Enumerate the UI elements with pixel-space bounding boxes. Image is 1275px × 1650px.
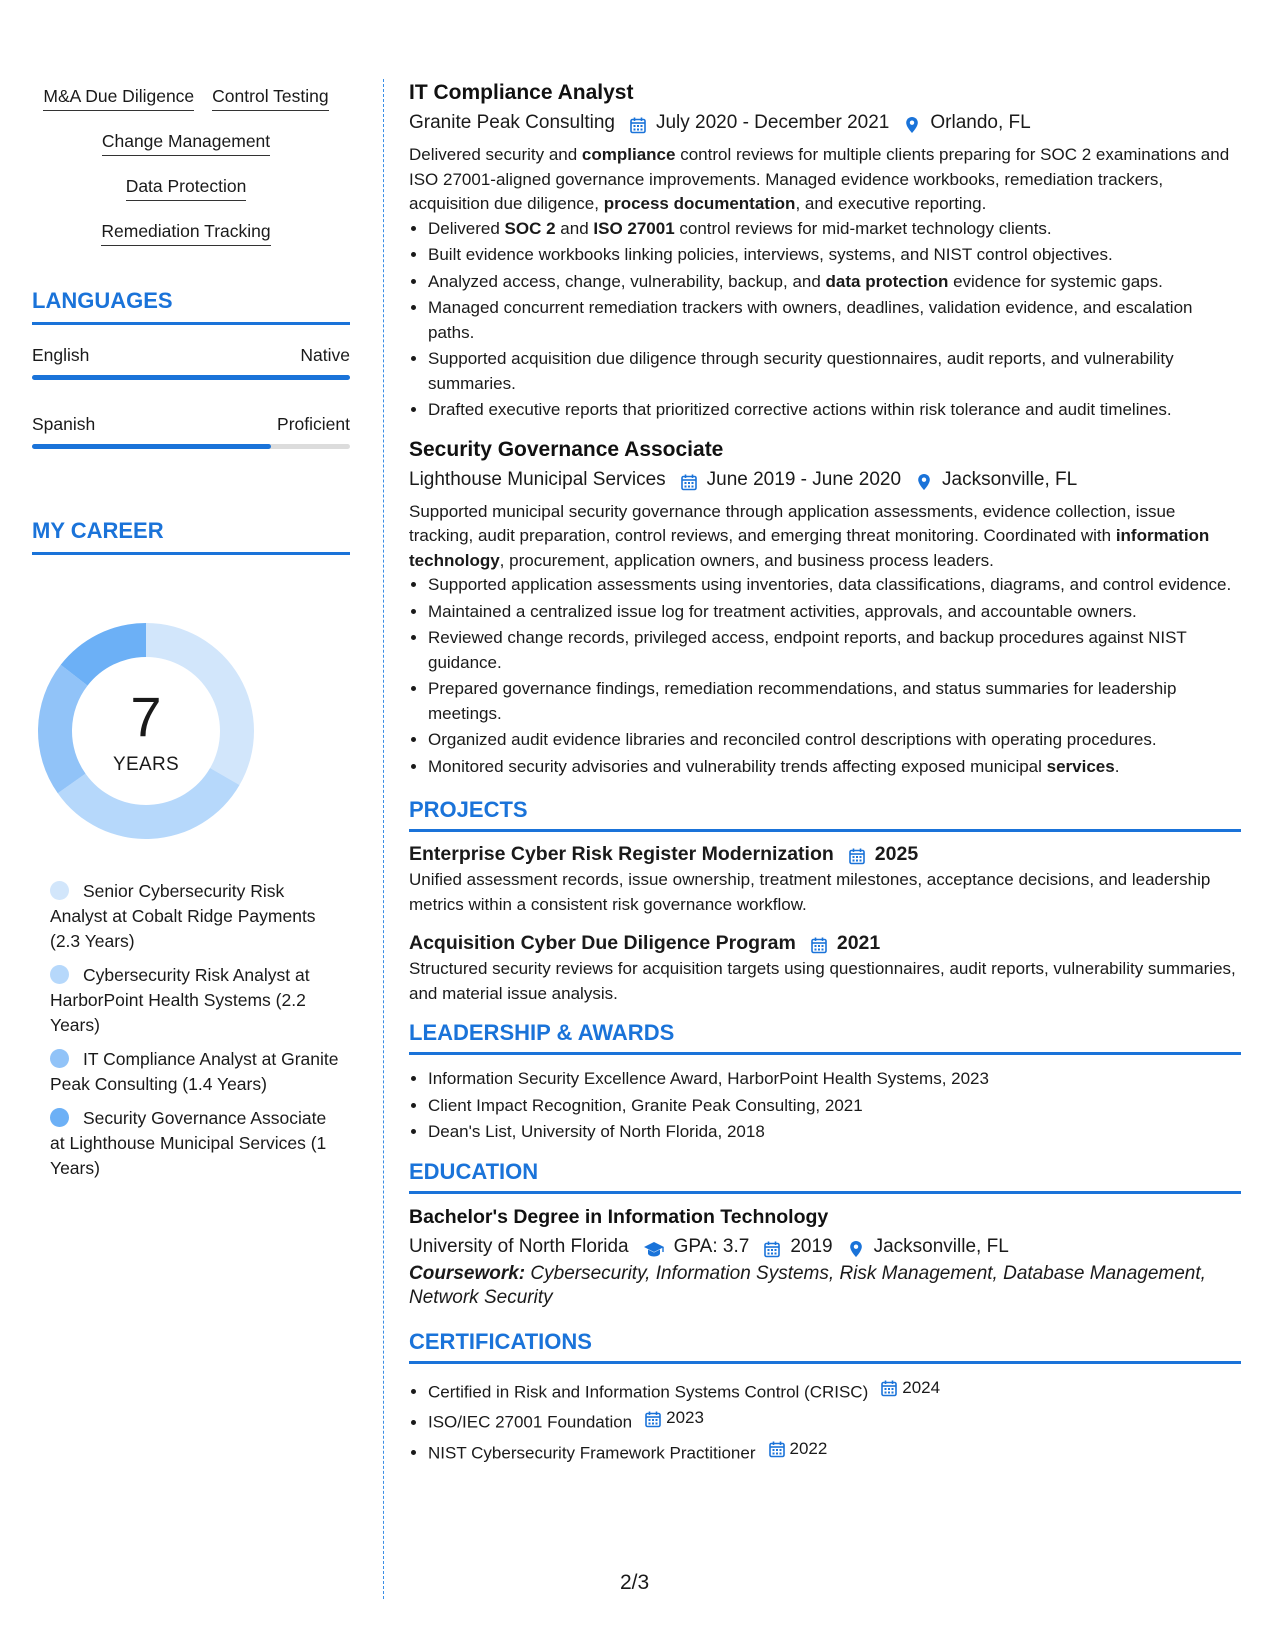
job-bullet xyxy=(428,347,1241,396)
job-dates: June 2019 - June 2020 xyxy=(706,468,902,490)
job-entry xyxy=(409,78,1241,423)
text-run: Monitored security advisories and vulnerability trends affecting exposed municipal xyxy=(428,756,1047,776)
award-item: • Client Impact Recognition, Granite Peak Consulting, 2021 xyxy=(428,1094,1241,1119)
skills-list xyxy=(36,86,336,246)
calendar-icon xyxy=(680,471,698,489)
career-legend-item xyxy=(50,1047,340,1097)
text-run: control reviews for multiple clients preparing for SOC 2 examinations and ISO 27001-aligned governance improvements. Managed evidence workbooks, remediation trackers, acquisition due diligence, xyxy=(409,145,1230,213)
certification-year: 2022 xyxy=(789,1439,828,1458)
company-name: Lighthouse Municipal Services xyxy=(409,468,666,490)
skill-tag: Change Management xyxy=(102,131,270,156)
certification-year: 2024 xyxy=(902,1377,941,1397)
legend-dot xyxy=(50,1049,69,1068)
certification-item xyxy=(428,1376,1241,1405)
project-description: Unified assessment records, issue ownership, treatment milestones, acceptance decisions, and leadership metrics within a consistent risk governance workflow. xyxy=(409,870,1211,914)
bold-keyword: services xyxy=(1046,756,1115,776)
text-run: Managed concurrent remediation trackers with owners, deadlines, validation evidence, and escalation paths. xyxy=(428,298,1193,342)
job-title: Security Governance Associate xyxy=(409,437,724,461)
coursework-list: Cybersecurity, Information Systems, Risk Management, Database Management, Network Security xyxy=(409,1262,1206,1308)
text-run: control reviews for mid-market technology clients. xyxy=(674,218,1052,238)
project-year: 2021 xyxy=(836,932,881,954)
career-legend-item xyxy=(50,879,340,954)
text-run: evidence for systemic gaps. xyxy=(948,271,1163,291)
calendar-icon xyxy=(763,1238,781,1256)
bold-keyword: data protection xyxy=(825,271,949,291)
language-item xyxy=(32,414,350,449)
legend-dot xyxy=(50,1108,69,1127)
job-meta xyxy=(409,108,1241,138)
languages-section xyxy=(32,288,350,449)
language-level-bar xyxy=(32,444,350,449)
education-location: Jacksonville, FL xyxy=(873,1235,1009,1257)
job-meta xyxy=(409,465,1241,495)
award-item: • Information Security Excellence Award, HarborPoint Health Systems, 2023 xyxy=(428,1067,1241,1092)
career-total-number: 7 xyxy=(130,685,162,748)
legend-dot xyxy=(50,965,69,984)
calendar-icon xyxy=(644,1410,662,1428)
page-number: 2/3 xyxy=(620,1571,650,1594)
bold-keyword: information technology xyxy=(409,526,1210,570)
text-run: Supported application assessments using inventories, data classifications, diagrams, and control evidence. xyxy=(428,575,1232,594)
map-pin-icon xyxy=(903,114,921,132)
job-bullets xyxy=(409,217,1241,423)
company-name: Granite Peak Consulting xyxy=(409,112,615,133)
projects-title: PROJECTS xyxy=(409,797,1241,832)
job-location: Orlando, FL xyxy=(930,112,1031,133)
job-bullets xyxy=(409,573,1241,779)
career-legend xyxy=(50,879,340,1190)
calendar-icon xyxy=(629,114,647,132)
certification-year: 2023 xyxy=(666,1408,704,1428)
certification-item xyxy=(428,1406,1241,1435)
skill-tag: M&A Due Diligence xyxy=(43,86,194,111)
language-name: Spanish xyxy=(32,414,96,434)
bold-keyword: ISO 27001 xyxy=(593,218,675,238)
job-bullet xyxy=(428,243,1241,268)
job-bullet xyxy=(428,728,1241,753)
awards-list xyxy=(409,1067,1241,1145)
legend-dot xyxy=(50,881,69,900)
column-divider xyxy=(383,79,384,1599)
text-run: Supported municipal security governance through application assessments, evidence collection, issue tracking, audit preparation, control reviews, and emerging threat monitoring. Coordinated with xyxy=(409,501,1176,545)
main-column xyxy=(409,78,1241,1468)
sidebar xyxy=(32,86,350,246)
certifications-list xyxy=(409,1376,1241,1466)
languages-title: LANGUAGES xyxy=(32,288,350,325)
map-pin-icon xyxy=(915,471,933,489)
job-bullet xyxy=(428,600,1241,625)
text-run: Supported acquisition due diligence through security questionnaires, audit reports, and vulnerability summaries. xyxy=(428,349,1174,393)
text-run: Delivered xyxy=(428,218,505,238)
certifications-title: CERTIFICATIONS xyxy=(409,1329,1241,1364)
text-run: Organized audit evidence libraries and reconciled control descriptions with operating procedures. xyxy=(428,730,1157,749)
education-title: EDUCATION xyxy=(409,1159,1241,1194)
language-level-fill xyxy=(32,375,350,380)
skill-tag: Remediation Tracking xyxy=(101,221,270,246)
text-run: Reviewed change records, privileged access, endpoint reports, and backup procedures against NIST guidance. xyxy=(428,628,1187,672)
calendar-icon xyxy=(768,1440,786,1458)
text-run: Prepared governance findings, remediation recommendations, and status summaries for leadership meetings. xyxy=(428,679,1177,723)
text-run: . xyxy=(1114,756,1120,776)
job-bullet xyxy=(428,677,1241,726)
career-section xyxy=(32,518,350,555)
job-summary xyxy=(409,143,1241,217)
school-name: University of North Florida xyxy=(409,1235,629,1257)
skill-tag: Control Testing xyxy=(212,86,328,111)
career-legend-text: Senior Cybersecurity Risk Analyst at Cobalt Ridge Payments (2.3 Years) xyxy=(50,881,316,951)
career-title: MY CAREER xyxy=(32,518,350,555)
education-meta xyxy=(409,1232,1241,1262)
certification-name: ISO/IEC 27001 Foundation xyxy=(428,1412,633,1432)
project-entry xyxy=(409,929,1241,1006)
job-bullet xyxy=(428,296,1241,345)
coursework-label: Coursework: xyxy=(409,1262,526,1284)
language-level-bar xyxy=(32,375,350,380)
text-run: Delivered security and xyxy=(409,145,582,164)
career-legend-text: Security Governance Associate at Lighthouse Municipal Services (1 Years) xyxy=(50,1108,327,1178)
skill-tag: Data Protection xyxy=(126,176,247,201)
calendar-icon xyxy=(848,845,866,863)
text-run: Drafted executive reports that prioritized corrective actions within risk tolerance and audit timelines. xyxy=(428,400,1172,419)
language-name: English xyxy=(32,345,90,365)
text-run: Built evidence workbooks linking policies, interviews, systems, and NIST control objectives. xyxy=(428,245,1113,264)
award-item: • Dean's List, University of North Florida, 2018 xyxy=(428,1120,1241,1145)
bold-keyword: SOC 2 xyxy=(504,218,556,238)
bold-keyword: compliance xyxy=(581,145,676,164)
language-level: Native xyxy=(300,345,350,365)
career-legend-text: IT Compliance Analyst at Granite Peak Consulting (1.4 Years) xyxy=(50,1049,339,1094)
career-legend-text: Cybersecurity Risk Analyst at HarborPoint Health Systems (2.2 Years) xyxy=(50,965,310,1035)
language-level-fill xyxy=(32,444,271,449)
certification-item xyxy=(428,1437,1241,1466)
certification-name: Certified in Risk and Information Systems Control (CRISC) xyxy=(428,1381,869,1401)
degree-name: Bachelor's Degree in Information Technology xyxy=(409,1205,829,1228)
project-name: Enterprise Cyber Risk Register Modernization xyxy=(409,843,834,865)
job-entry xyxy=(409,435,1241,780)
job-bullet xyxy=(428,626,1241,675)
job-summary xyxy=(409,500,1241,574)
certification-name: NIST Cybersecurity Framework Practitioner xyxy=(428,1443,756,1463)
calendar-icon xyxy=(880,1379,898,1397)
job-dates: July 2020 - December 2021 xyxy=(655,112,890,133)
awards-title: LEADERSHIP & AWARDS xyxy=(409,1020,1241,1055)
project-entry xyxy=(409,840,1241,917)
bold-keyword: process documentation xyxy=(603,194,796,213)
graduation-cap-icon xyxy=(643,1238,665,1256)
text-run: Maintained a centralized issue log for treatment activities, approvals, and accountable owners. xyxy=(428,601,1137,621)
project-year: 2025 xyxy=(874,843,919,865)
project-description: Structured security reviews for acquisition targets using questionnaires, audit reports, vulnerability summaries, and material issue analysis. xyxy=(409,959,1236,1003)
job-title: IT Compliance Analyst xyxy=(409,81,634,104)
text-run: , and executive reporting. xyxy=(795,194,987,213)
job-bullet xyxy=(428,573,1241,598)
calendar-icon xyxy=(810,934,828,952)
text-run: , procurement, application owners, and business process leaders. xyxy=(499,550,994,570)
graduation-year: 2019 xyxy=(790,1235,833,1257)
map-pin-icon xyxy=(847,1238,865,1256)
language-level: Proficient xyxy=(277,414,350,434)
job-bullet xyxy=(428,217,1241,242)
project-name: Acquisition Cyber Due Diligence Program xyxy=(409,932,796,954)
coursework xyxy=(409,1262,1241,1311)
gpa: GPA: 3.7 xyxy=(673,1235,750,1257)
job-location: Jacksonville, FL xyxy=(942,468,1078,490)
career-legend-item xyxy=(50,963,340,1038)
text-run: Analyzed access, change, vulnerability, backup, and xyxy=(428,271,826,291)
job-bullet xyxy=(428,755,1241,780)
career-legend-item xyxy=(50,1106,340,1181)
career-total-label: YEARS xyxy=(113,754,179,775)
text-run: and xyxy=(555,218,594,238)
job-bullet xyxy=(428,398,1241,423)
language-item xyxy=(32,345,350,380)
career-total xyxy=(32,617,260,845)
job-bullet xyxy=(428,270,1241,295)
